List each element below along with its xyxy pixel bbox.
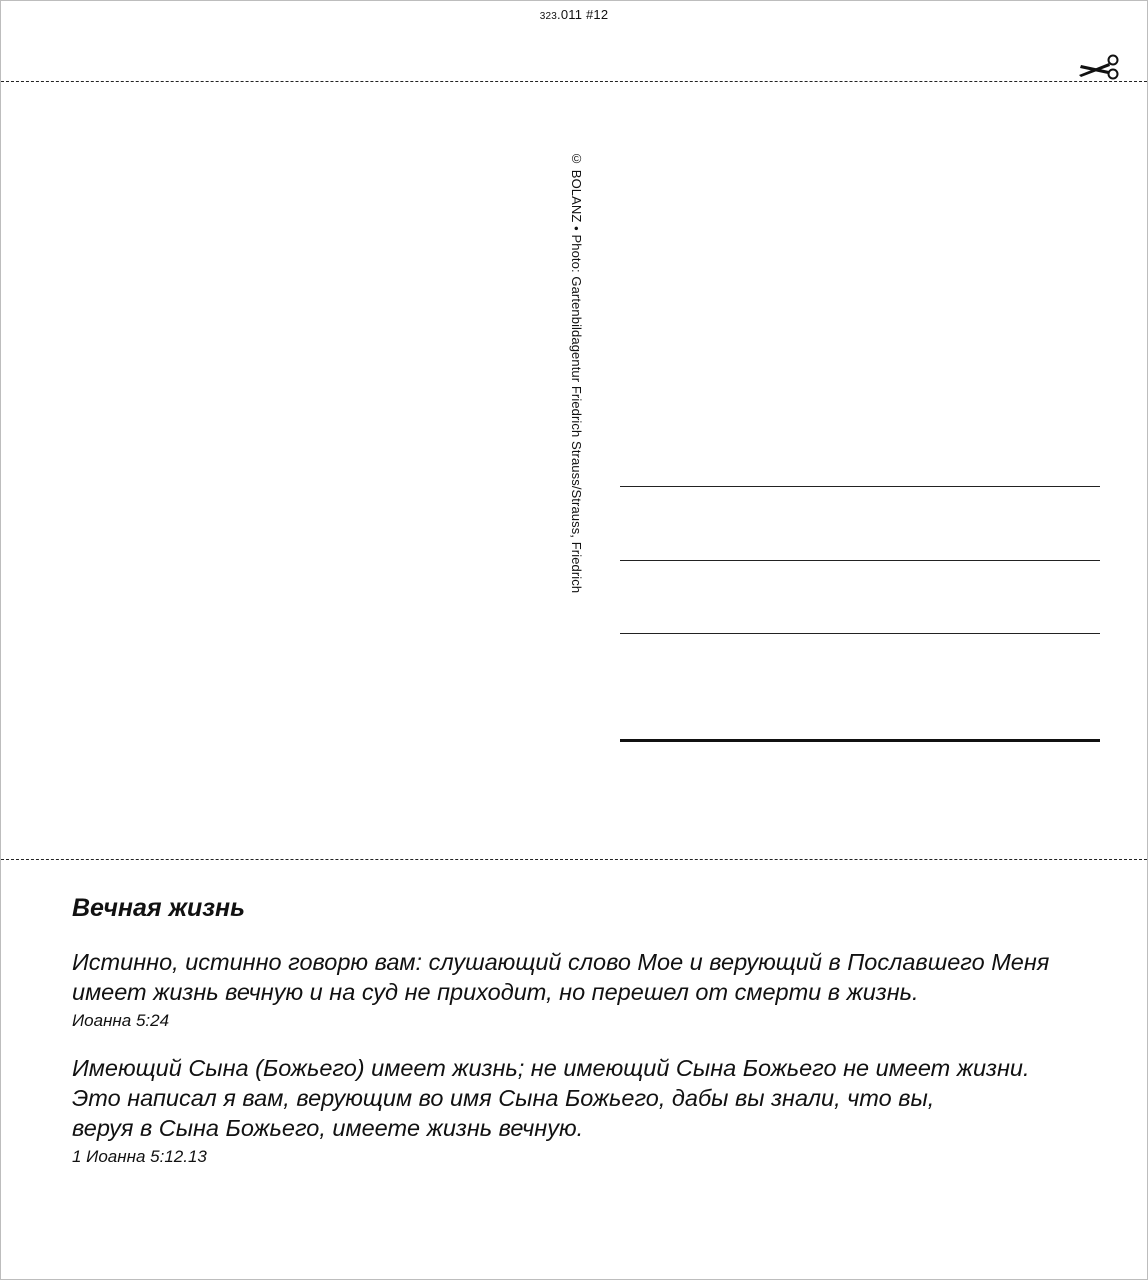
- verse-text: Имеющий Сына (Божьего) имеет жизнь; не имеющий Сына Божьего не имеет жизни. Это написал я вам, верующим во имя Сына Божьего, дабы вы знали, что вы, веруя в Сына Божьего, имеете жизнь вечную.: [72, 1055, 1030, 1141]
- address-line: [620, 560, 1100, 561]
- verse-text: Истинно, истинно говорю вам: слушающий слово Мое и верующий в Пославшего Меня имеет жизнь вечную и на суд не приходит, но перешел от смерти в жизнь.: [72, 949, 1050, 1005]
- top-cut-line: [1, 81, 1147, 82]
- print-code-prefix: 323: [539, 11, 558, 22]
- verse-block: [72, 1053, 1112, 1167]
- scissors-icon: [1077, 53, 1121, 83]
- print-code-rest: .011 #12: [557, 7, 609, 22]
- photo-credit: © BOLANZ • Photo: Gartenbildagentur Friedrich Strauss/Strauss, Friedrich: [569, 151, 584, 594]
- verse-reference: 1 Иоанна 5:12.13: [72, 1147, 207, 1166]
- section-title: Вечная жизнь: [72, 894, 245, 922]
- address-line: [620, 633, 1100, 634]
- bottom-cut-line: [1, 859, 1147, 860]
- address-line-bold: [620, 739, 1100, 742]
- verse-section: [72, 894, 1112, 1189]
- verse-reference: Иоанна 5:24: [72, 1011, 170, 1030]
- address-line: [620, 486, 1100, 487]
- verse-block: [72, 947, 1112, 1031]
- print-code: [1, 7, 1147, 22]
